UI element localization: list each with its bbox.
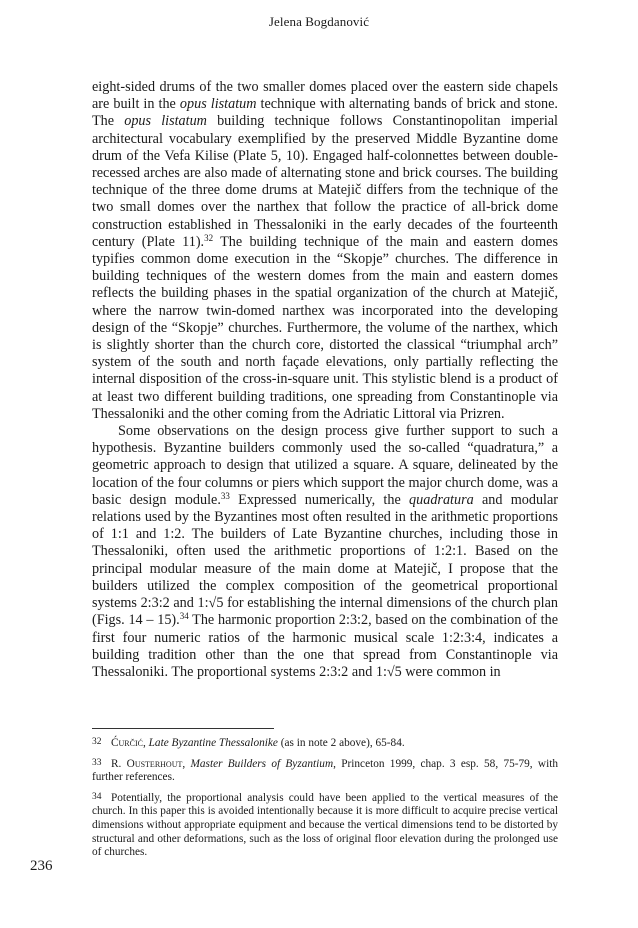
footnote-33: 33 R. Ousterhout, Master Builders of Byzantium, Princeton 1999, chap. 3 esp. 58, 75-79, with further references. <box>92 757 558 784</box>
text-run: Expressed numerically, the <box>229 491 410 508</box>
text-run: and modular relations used by the Byzantines most often resulted in the arithmetic proportions of 1:1 and 1:2. The builders of Late Byzantine churches, including those in Thessaloniki, often used the arithmetic proportions of 1:2:1. Based on the principal modular measure of the main dome at Matejič, I propose that the builders utilized the complex composition of the geometrical proportional systems 2:3:2 and 1:√5 for establishing the internal dimensions of the church plan (Figs. 14 – 15). <box>92 491 559 629</box>
italic-term: opus listatum <box>179 96 257 113</box>
footnote-text: , Princeton 1999, chap. 3 esp. 58, 75-79, with further references. <box>92 757 558 784</box>
footnotes <box>92 736 558 866</box>
footnote-author-initial: R. <box>111 757 127 770</box>
footnote-separator <box>92 728 274 729</box>
footnote-32: 32 Ćurčić, Late Byzantine Thessalonike (as in note 2 above), 65-84. <box>92 737 405 749</box>
text-run: Some observations on the design process give further support to such a hypothesis. Byzantine builders commonly used the so-called “quadratura,” a geometric approach to design that utilized a square. A square, delineated by the location of the four columns or piers which support the major church dome, was a basic design module. <box>92 423 558 508</box>
footnote-number: 33 <box>92 757 102 768</box>
footnote-34 <box>92 791 558 860</box>
footnote-ref-34[interactable]: 34 <box>179 611 189 622</box>
footnote-title: Master Builders of Byzantium <box>190 757 334 770</box>
footnote-text: Potentially, the proportional analysis could have been applied to the vertical measures of the church. In this paper this is avoided intentionally because it is more difficult to acquire precise vertical dimensions without appropriate equipment and because the vertical dimensions tend to be distorted by structural and other deformations, such as the loss of original floor elevation during the prolonged use of churches. <box>92 791 558 859</box>
main-text <box>92 79 558 681</box>
footnote-ref-32[interactable]: 32 <box>204 232 214 243</box>
running-header: Jelena Bogdanović <box>268 14 370 29</box>
text-run: building technique follows Constantinopolitan imperial architectural vocabulary exemplified by the preserved Middle Byzantine dome drum of the Vefa Kilise (Plate 5, 10). Engaged half-colonnettes between double-recessed arches are also made of alternating stone and brick courses. The building technique of the three dome drums at Matejič differs from the technique of the two small domes over the narthex that follow the practice of all-brick dome construction established in Thessaloniki in the early decades of the fourteenth century (Plate 11). <box>92 113 558 250</box>
paragraph-1 <box>92 79 558 423</box>
text-run: technique with alternating bands of brick and stone. The <box>92 96 558 130</box>
text-run: eight-sided drums of the two smaller domes placed over the eastern side chapels are built in the <box>92 79 558 113</box>
page-number: 236 <box>30 858 53 874</box>
footnote-author: Ousterhout <box>126 757 183 770</box>
footnote-text: (as in note 2 above), 65-84. <box>277 737 405 749</box>
italic-term: opus listatum <box>124 113 207 130</box>
text-run: The building technique of the main and eastern domes typifies common dome execution in the “Skopje” churches. The difference in building techniques of the western domes from the main and eastern domes reflects the building phases in the spatial organization of the church at Matejič, where the narrow twin-domed narthex was incorporated into the developing design of the “Skopje” churches. Furthermore, the volume of the narthex, which is slightly shorter than the church core, distorted the classical “triumphal arch” system of the south and north façade elevations, only partially reflecting the internal disposition of the cross-in-square unit. This stylistic blend is a product of at least two different building traditions, one spreading from Constantinople via Thessaloniki and the other coming from the Adriatic Littoral via Prizren. <box>92 233 558 422</box>
footnote-ref-33[interactable]: 33 <box>220 490 230 501</box>
footnote-number: 32 <box>92 737 102 747</box>
footnote-number: 34 <box>92 791 102 802</box>
text-run: The harmonic proportion 2:3:2, based on the combination of the first four numeric ratios of the harmonic musical scale 1:2:3:4, indicates a building tradition other than the one that spread from Constantinople via Thessaloniki. The proportional systems 2:3:2 and 1:√5 were common in <box>92 612 558 680</box>
italic-term: quadratura <box>409 491 474 508</box>
footnote-title: Late Byzantine Thessalonike <box>148 737 278 749</box>
footnote-author: Ćurčić <box>111 737 143 749</box>
paragraph-2 <box>92 423 558 681</box>
